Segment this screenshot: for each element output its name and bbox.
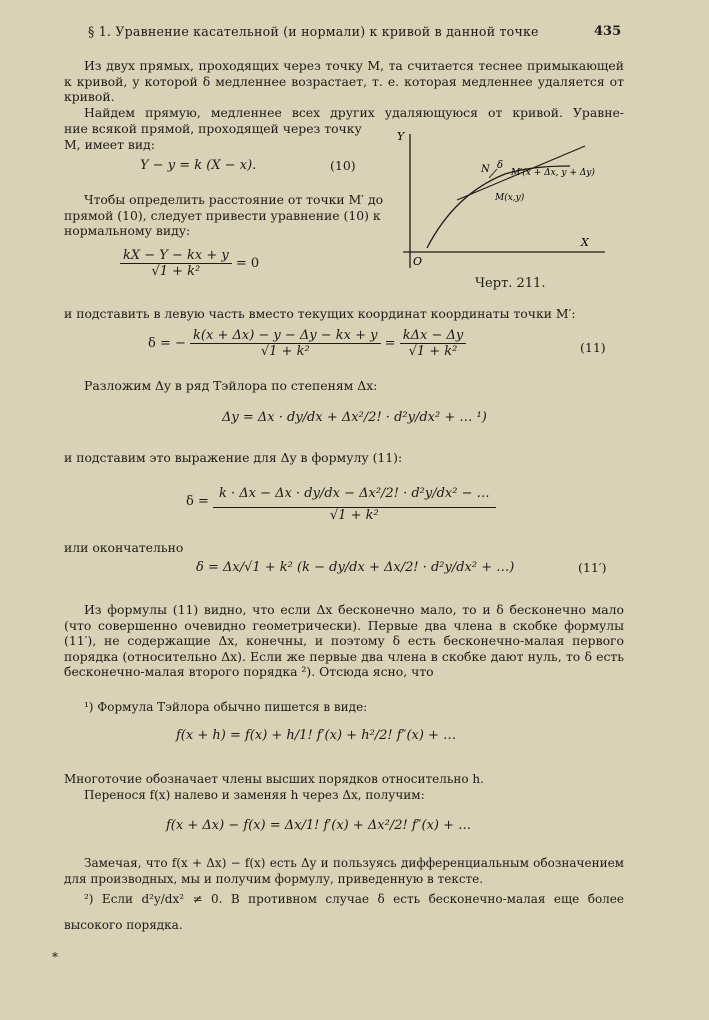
equation-11-numerator-1: k(x + Δx) − y − Δy − kx + y — [190, 328, 381, 344]
equation-10: Y − y = k (X − x). — [140, 158, 257, 173]
paragraph-1: Из двух прямых, проходящих через точку M, та считается теснее примыкающей к кривой, у которой δ медленнее возрастает, т. е. которая медленнее удаляется от кривой. — [64, 58, 624, 104]
paragraph-3: Чтобы определить расстояние от точки M′ до прямой (10), следует привести уравнение (10) к нормальному виду: — [64, 192, 384, 238]
paragraph-4: и подставить в левую часть вместо текущих координат координаты точки M′: — [64, 306, 576, 321]
paragraph-2-rest: ние всякой прямой, проходящей через точку M, имеет вид: — [64, 121, 362, 152]
paragraph-6: и подставим это выражение для Δy в формулу (11): — [64, 450, 403, 465]
paragraph-5: Разложим Δy в ряд Тэйлора по степеням Δx: — [84, 378, 378, 393]
final-equation-label: (11′) — [578, 560, 607, 575]
substituted-denominator: √1 + k² — [329, 508, 379, 523]
page-number: 435 — [594, 24, 622, 39]
figure-caption: Черт. 211. — [475, 276, 546, 291]
substituted-numerator: k · Δx − Δx · dy/dx − Δx²/2! · d²y/dx² − … — [213, 480, 496, 508]
equation-11-fraction-1 — [190, 328, 381, 359]
substituted-fraction — [213, 480, 496, 523]
curve — [427, 166, 570, 248]
equation-11-numerator-2: kΔx − Δy — [400, 328, 467, 344]
footnote-1-formula: f(x + h) = f(x) + h/1! f′(x) + h²/2! f″(x) + … — [176, 728, 457, 743]
footnote-2-line-1: ²) Если d²y/dx² ≠ 0. В противном случае δ есть бесконечно-малая еще более — [84, 892, 624, 906]
point-m-prime-label: M′(x + Δx, y + Δy) — [511, 168, 595, 178]
x-axis-label: X — [581, 236, 589, 249]
point-m-label: M(x,y) — [495, 193, 525, 203]
footnote-1-intro: ¹) Формула Тэйлора обычно пишется в виде: — [84, 700, 368, 714]
footnote-1-text-3: Замечая, что f(x + Δx) − f(x) есть Δy и пользуясь дифференциальным обозначением для производных, мы и получим формулу, приведенную в тексте. — [64, 856, 624, 886]
figure-211 — [395, 128, 620, 273]
section-title: § 1. Уравнение касательной (и нормали) к кривой в данной точке — [88, 24, 539, 39]
equation-11-equals: = — [384, 336, 396, 351]
normal-form-numerator: kX − Y − kx + y — [120, 248, 232, 264]
equation-11-lhs: δ = − — [148, 336, 186, 351]
footnote-1-text-2: Перенося f(x) налево и заменяя h через Δx, получим: — [84, 788, 425, 802]
equation-11 — [148, 328, 466, 359]
y-axis-label: Y — [397, 130, 405, 143]
origin-label: O — [413, 255, 423, 268]
print-mark: * — [52, 950, 58, 964]
substituted-lhs: δ = — [186, 494, 209, 509]
equation-11-label: (11) — [580, 340, 606, 355]
paragraph-7: или окончательно — [64, 540, 184, 555]
normal-segment — [489, 169, 497, 178]
taylor-expansion: Δy = Δx · dy/dx + Δx²/2! · d²y/dx² + … ¹) — [222, 410, 487, 425]
footnote-1-formula-2: f(x + Δx) − f(x) = Δx/1! f′(x) + Δx²/2! f″(x) + … — [166, 818, 472, 833]
substituted-equation — [186, 480, 496, 523]
equation-11-denominator-1: √1 + k² — [260, 344, 310, 359]
paragraph-8: Из формулы (11) видно, что если Δx бесконечно мало, то и δ бесконечно мало (что совершенно очевидно геометрически). Первые два члена в скобке формулы (11′), не содержащие Δx, конечны, и поэтому δ есть бесконечно-малая первого порядка (относительно Δx). Если же первые два члена в скобке дают нуль, то δ есть бесконечно-малая второго порядка ²). Отсюда ясно, что — [64, 602, 624, 679]
normal-form-denominator: √1 + k² — [151, 264, 201, 279]
final-equation: δ = Δx/√1 + k² (k − dy/dx + Δx/2! · d²y/dx² + …) — [196, 560, 515, 575]
footnote-1-text-1: Многоточие обозначает члены высших порядков относительно h. — [64, 772, 484, 786]
point-n-label: N — [481, 164, 490, 175]
paragraph-2-line1: Найдем прямую, медленнее всех других удаляющуюся от кривой. Уравне- — [84, 105, 624, 120]
normal-form-fraction — [120, 248, 232, 279]
normal-form-equation — [120, 248, 259, 279]
equation-10-label: (10) — [330, 158, 356, 173]
normal-form-rhs: = 0 — [235, 256, 260, 271]
equation-11-denominator-2: √1 + k² — [408, 344, 458, 359]
footnote-2-line-2: высокого порядка. — [64, 918, 183, 932]
delta-label: δ — [497, 160, 504, 171]
equation-11-fraction-2 — [400, 328, 467, 359]
